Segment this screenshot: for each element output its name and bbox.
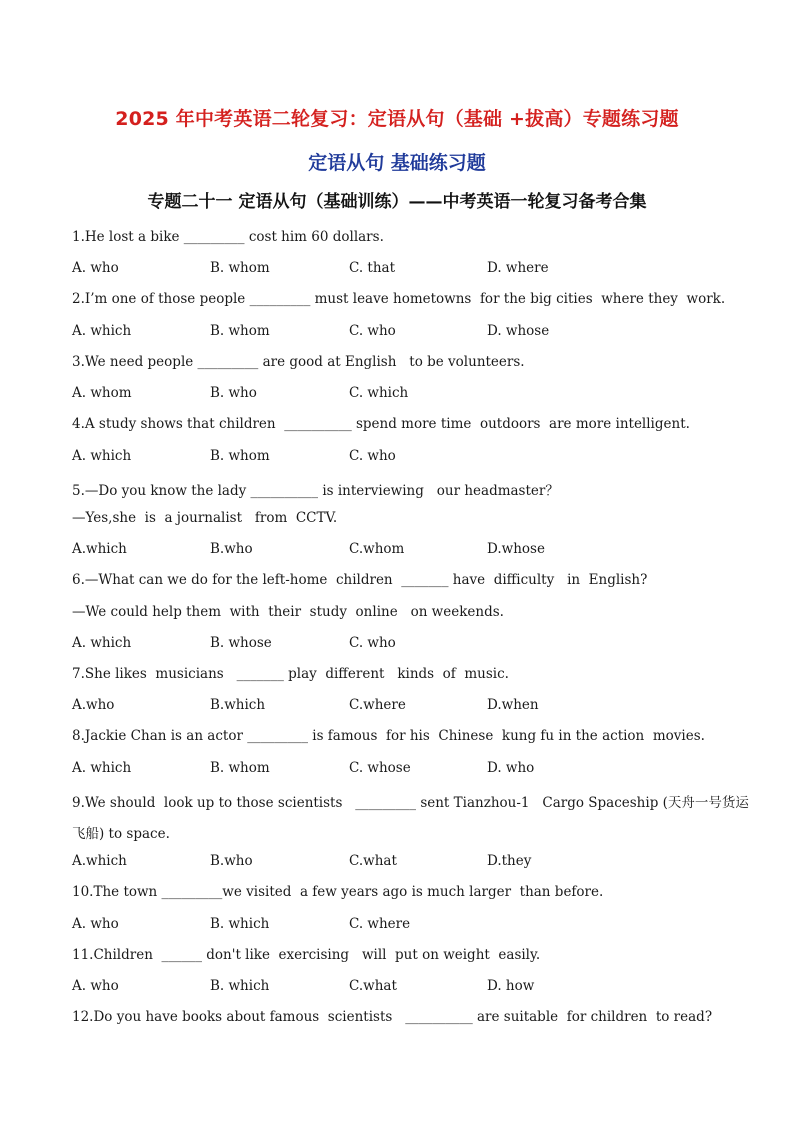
question-stem: 11.Children ______ don't like exercising will put on weight easily.	[72, 947, 541, 963]
section-subtitle: 专题二十一 定语从句（基础训练）——中考英语一轮复习备考合集	[147, 192, 647, 212]
option-a: A. who	[72, 978, 119, 994]
question-stem-continued: —We could help them with their study online on weekends.	[72, 604, 504, 620]
question-stem: 5.—Do you know the lady __________ is interviewing our headmaster？	[72, 483, 559, 499]
option-c: C. whose	[349, 760, 411, 776]
option-c: C.where	[349, 697, 406, 713]
option-a: A.who	[72, 697, 115, 713]
question-stem: 6.—What can we do for the left-home children _______ have difficulty in English?	[72, 572, 648, 588]
option-c: C. where	[349, 916, 411, 932]
question-stem: 8.Jackie Chan is an actor _________ is famous for his Chinese kung fu in the action movies.	[72, 728, 705, 744]
option-a: A.which	[72, 853, 127, 869]
option-b: B. who	[210, 385, 257, 401]
option-a: A. which	[72, 448, 132, 464]
question-stem-continued: 飞船) to space.	[72, 826, 170, 842]
option-b: B.who	[210, 853, 253, 869]
question-stem: 1.He lost a bike _________ cost him 60 dollars.	[72, 229, 384, 245]
question-stem: 7.She likes musicians _______ play different kinds of music.	[72, 666, 509, 682]
option-b: B. which	[210, 978, 270, 994]
question-stem: 2.I’m one of those people _________ must leave hometowns for the big cities where they work.	[72, 291, 726, 307]
option-c: C. who	[349, 635, 396, 651]
option-a: A. which	[72, 323, 132, 339]
option-d: D.when	[487, 697, 539, 713]
option-c: C. who	[349, 323, 396, 339]
option-a: A. whom	[72, 385, 132, 401]
option-b: B. which	[210, 916, 270, 932]
option-b: B. whom	[210, 260, 270, 276]
question-stem: 4.A study shows that children __________ spend more time outdoors are more intelligent.	[72, 416, 690, 432]
option-c: C. who	[349, 448, 396, 464]
option-b: B. whom	[210, 448, 270, 464]
option-b: B.who	[210, 541, 253, 557]
section-title: 定语从句 基础练习题	[308, 152, 486, 174]
option-a: A. who	[72, 260, 119, 276]
option-a: A. which	[72, 635, 132, 651]
option-c: C.whom	[349, 541, 405, 557]
question-stem-continued: —Yes,she is a journalist from CCTV.	[72, 510, 338, 526]
option-c: C.what	[349, 978, 397, 994]
option-c: C. that	[349, 260, 396, 276]
option-b: B.which	[210, 697, 266, 713]
option-a: A. which	[72, 760, 132, 776]
option-a: A.which	[72, 541, 127, 557]
question-stem: 12.Do you have books about famous scientists __________ are suitable for children to read?	[72, 1009, 713, 1025]
option-b: B. whose	[210, 635, 272, 651]
question-stem: 9.We should look up to those scientists _________ sent Tianzhou-1 Cargo Spaceship (天舟一号货运	[72, 795, 749, 811]
option-a: A. who	[72, 916, 119, 932]
option-d: D.whose	[487, 541, 545, 557]
option-b: B. whom	[210, 323, 270, 339]
option-d: D.they	[487, 853, 532, 869]
option-d: D. who	[487, 760, 535, 776]
question-stem: 10.The town _________we visited a few years ago is much larger than before.	[72, 884, 604, 900]
option-c: C. which	[349, 385, 409, 401]
question-stem: 3.We need people _________ are good at English to be volunteers.	[72, 354, 525, 370]
option-d: D. whose	[487, 323, 550, 339]
option-d: D. how	[487, 978, 535, 994]
document-title: 2025 年中考英语二轮复习：定语从句（基础 +拔高）专题练习题	[115, 108, 679, 130]
option-b: B. whom	[210, 760, 270, 776]
option-d: D. where	[487, 260, 549, 276]
option-c: C.what	[349, 853, 397, 869]
